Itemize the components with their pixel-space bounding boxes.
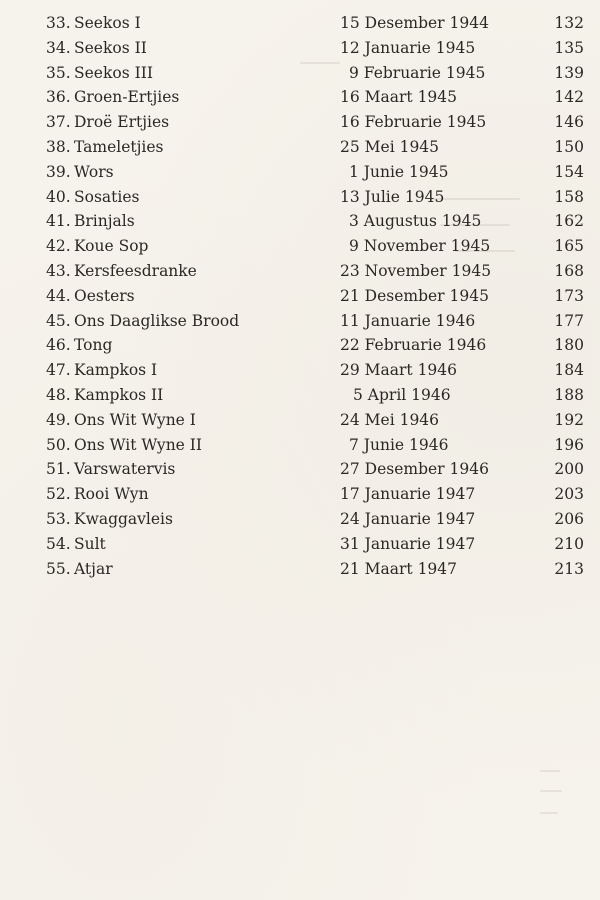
entry-page-number: 188 bbox=[554, 385, 584, 404]
entry-date: 9 November 1945 bbox=[349, 237, 491, 256]
entry-date: 3 Augustus 1945 bbox=[349, 212, 482, 231]
entry-page-number: 180 bbox=[554, 336, 584, 355]
entry-title: Droë Ertjies bbox=[74, 113, 170, 132]
toc-entry bbox=[0, 160, 600, 185]
entry-date: 25 Mei 1945 bbox=[340, 137, 440, 156]
toc-entry bbox=[0, 209, 600, 234]
entry-page-number: 203 bbox=[554, 485, 584, 504]
entry-page-number: 150 bbox=[554, 137, 584, 156]
toc-entry bbox=[0, 110, 600, 135]
entry-title: Rooi Wyn bbox=[74, 485, 149, 504]
toc-entry bbox=[0, 457, 600, 482]
toc-entry bbox=[0, 185, 600, 210]
entry-date: 24 Mei 1946 bbox=[340, 410, 440, 429]
entry-date: 11 Januarie 1946 bbox=[340, 311, 476, 330]
entry-date: 13 Julie 1945 bbox=[340, 187, 445, 206]
entry-page-number: 173 bbox=[554, 286, 584, 305]
entry-title: Kampkos I bbox=[74, 361, 158, 380]
entry-date: 16 Februarie 1945 bbox=[340, 113, 487, 132]
entry-number: 54. bbox=[46, 534, 71, 553]
entry-title: Sult bbox=[74, 534, 106, 553]
toc-entry bbox=[0, 408, 600, 433]
entry-number: 33. bbox=[46, 14, 71, 32]
toc-entry bbox=[0, 259, 600, 284]
toc-entry bbox=[0, 309, 600, 334]
entry-title: Kwaggavleis bbox=[74, 509, 173, 528]
toc-entry bbox=[0, 284, 600, 309]
entry-page-number: 192 bbox=[554, 410, 584, 429]
toc-entry bbox=[0, 11, 600, 36]
entry-number: 55. bbox=[46, 559, 71, 578]
entry-date: 12 Januarie 1945 bbox=[340, 38, 476, 57]
entry-page-number: 142 bbox=[554, 88, 584, 107]
entry-page-number: 165 bbox=[554, 237, 584, 256]
entry-page-number: 146 bbox=[554, 113, 584, 132]
entry-page-number: 139 bbox=[554, 63, 584, 82]
entry-number: 38. bbox=[46, 137, 71, 156]
toc-entry bbox=[0, 135, 600, 160]
entry-title: Wors bbox=[74, 162, 114, 181]
toc-entry bbox=[0, 532, 600, 557]
entry-date: 21 Desember 1945 bbox=[340, 286, 489, 305]
show-through-mark bbox=[540, 812, 558, 814]
entry-date: 27 Desember 1946 bbox=[340, 460, 489, 479]
entry-date: 7 Junie 1946 bbox=[349, 435, 449, 454]
toc-entry bbox=[0, 482, 600, 507]
entry-date: 16 Maart 1945 bbox=[340, 88, 458, 107]
entry-number: 42. bbox=[46, 237, 71, 256]
entry-title: Kampkos II bbox=[74, 385, 164, 404]
toc-entry bbox=[0, 61, 600, 86]
toc-entry bbox=[0, 36, 600, 61]
entry-page-number: 206 bbox=[554, 509, 584, 528]
entry-number: 53. bbox=[46, 509, 71, 528]
entry-date: 29 Maart 1946 bbox=[340, 361, 458, 380]
entry-date: 31 Januarie 1947 bbox=[340, 534, 476, 553]
entry-number: 36. bbox=[46, 88, 71, 107]
entry-number: 45. bbox=[46, 311, 71, 330]
entry-page-number: 135 bbox=[554, 38, 584, 57]
entry-date: 5 April 1946 bbox=[353, 385, 451, 404]
entry-number: 51. bbox=[46, 460, 71, 479]
entry-title: Tameletjies bbox=[74, 137, 164, 156]
entry-date: 1 Junie 1945 bbox=[349, 162, 449, 181]
entry-number: 40. bbox=[46, 187, 71, 206]
entry-page-number: 210 bbox=[554, 534, 584, 553]
entry-title: Seekos II bbox=[74, 38, 147, 57]
toc-entry bbox=[0, 383, 600, 408]
entry-title: Groen-Ertjies bbox=[74, 88, 180, 107]
entry-number: 47. bbox=[46, 361, 71, 380]
entry-title: Brinjals bbox=[74, 212, 135, 231]
entry-number: 43. bbox=[46, 261, 71, 280]
entry-title: Ons Wit Wyne II bbox=[74, 435, 203, 454]
entry-date: 21 Maart 1947 bbox=[340, 559, 458, 578]
entry-number: 37. bbox=[46, 113, 71, 132]
entry-title: Sosaties bbox=[74, 187, 140, 206]
toc-entry bbox=[0, 557, 600, 582]
toc-entry bbox=[0, 85, 600, 110]
toc-entry bbox=[0, 433, 600, 458]
entry-date: 24 Januarie 1947 bbox=[340, 509, 476, 528]
toc-entry bbox=[0, 333, 600, 358]
entry-number: 41. bbox=[46, 212, 71, 231]
entry-title: Koue Sop bbox=[74, 237, 149, 256]
entry-number: 49. bbox=[46, 410, 71, 429]
entry-number: 39. bbox=[46, 162, 71, 181]
entry-number: 34. bbox=[46, 38, 71, 57]
entry-date: 23 November 1945 bbox=[340, 261, 492, 280]
entry-title: Tong bbox=[74, 336, 113, 355]
entry-number: 52. bbox=[46, 485, 71, 504]
toc-entry bbox=[0, 234, 600, 259]
entry-number: 44. bbox=[46, 286, 71, 305]
entry-date: 9 Februarie 1945 bbox=[349, 63, 486, 82]
entry-page-number: 177 bbox=[554, 311, 584, 330]
entry-title: Seekos I bbox=[74, 14, 141, 32]
entry-title: Varswatervis bbox=[74, 460, 176, 479]
entry-date: 22 Februarie 1946 bbox=[340, 336, 487, 355]
entry-number: 48. bbox=[46, 385, 71, 404]
entry-page-number: 184 bbox=[554, 361, 584, 380]
entry-page-number: 158 bbox=[554, 187, 584, 206]
entry-number: 46. bbox=[46, 336, 71, 355]
entry-title: Seekos III bbox=[74, 63, 153, 82]
show-through-mark bbox=[540, 790, 562, 792]
toc-entry bbox=[0, 507, 600, 532]
entry-title: Atjar bbox=[74, 559, 113, 578]
entry-title: Ons Wit Wyne I bbox=[74, 410, 196, 429]
entry-page-number: 196 bbox=[554, 435, 584, 454]
entry-title: Ons Daaglikse Brood bbox=[74, 311, 240, 330]
entry-page-number: 200 bbox=[554, 460, 584, 479]
toc-entry bbox=[0, 358, 600, 383]
entry-date: 15 Desember 1944 bbox=[340, 14, 489, 32]
entry-date: 17 Januarie 1947 bbox=[340, 485, 476, 504]
entry-title: Oesters bbox=[74, 286, 135, 305]
entry-page-number: 154 bbox=[554, 162, 584, 181]
entry-page-number: 168 bbox=[554, 261, 584, 280]
entry-page-number: 132 bbox=[554, 14, 584, 32]
entry-number: 35. bbox=[46, 63, 71, 82]
entry-page-number: 213 bbox=[554, 559, 584, 578]
entry-number: 50. bbox=[46, 435, 71, 454]
entry-page-number: 162 bbox=[554, 212, 584, 231]
show-through-mark bbox=[540, 770, 560, 772]
table-of-contents bbox=[0, 11, 600, 581]
entry-title: Kersfeesdranke bbox=[74, 261, 197, 280]
